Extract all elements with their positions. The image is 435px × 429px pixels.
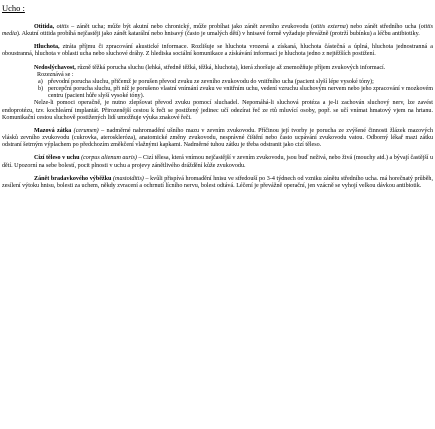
text-hluchota: ztráta příjmu či zpracování akustické informace. Rozlišuje se hluchota vrozená a získaná, hluchota částečná a úplná, hluchota jednostranná a oboustranná, hluchota v oblasti ucha nebo sluchové dráhy. Z hlediska sociální komunikace a získávání informací je hluchota jedno z nejtěžších postižení. xyxy=(2,44,433,58)
hearing-loss-list xyxy=(2,79,433,100)
term-nedoslychavost: Nedoslýchavost, xyxy=(34,64,76,71)
paragraph-mastoiditis xyxy=(2,176,433,190)
latin-corpus-alienum: (corpus alienum auris) xyxy=(81,155,137,162)
list-text-b: percepční porucha sluchu, při níž je porušeno vlastní vnímání zvuku ve vnitřním uchu, vedení vzruchu sluchovým nervem nebo jeho zpracování v mozkovém centru (pacient hůře slyší vysoké tóny). xyxy=(48,86,433,100)
text-cizi-teleso: – Cizí tělesa, která vnímou nejčastější v zevním zvukovodu, jsou buď neživá, nebo živá (mouchy atd.) a bývají častější u dětí. Upozorní na sebe bolestí, pocit plnosti v uchu a projevy zánětlivého dráždění kůže zvukovodu. xyxy=(2,155,433,169)
term-mazova-zatka: Mazová zátka xyxy=(34,127,72,134)
term-cizi-teleso: Cizí těleso v uchu xyxy=(34,155,80,162)
text-otitida-2: ) nebo zánět středního ucha ( xyxy=(345,24,421,30)
paragraph-otitida xyxy=(2,24,433,38)
latin-mastoiditis: (mastoiditis) xyxy=(113,175,144,182)
latin-otitis: otitis xyxy=(56,24,69,30)
term-mastoiditis: Zánět bradavkového výběžku xyxy=(34,175,112,182)
latin-cerumen: (cerumen) xyxy=(73,127,99,134)
list-item-a xyxy=(2,79,433,86)
text-mazova-zatka: – nadměrné nahromadění ušního mazu v zevním zvukovodu. Příčinou její tvorby je porucha ze zvýšené činnosti žlázek mazových vlásků zevního zvukovodu (cukrovka, ateroskleróza), anatomické změny zvukovodu, nesprávné čištění nebo často ucpávání zvukovodu vatou. Odborný lékař mazi zátku odstraní šetrným výplachem po předchozím změkčení vlažnými kapkami. Nadměrné tuhou zátku je třeba odstranit jako cizí těleso. xyxy=(2,127,434,149)
paragraph-nedoslychavost xyxy=(2,65,433,72)
rozeznava-label: Rozeznává se : xyxy=(37,71,74,78)
text-otitida-1: – zánět ucha; může být akutní nebo chronický, může probíhat jako zánět zevního zvukovodu ( xyxy=(68,24,313,30)
paragraph-hluchota xyxy=(2,44,433,58)
term-hluchota: Hluchota, xyxy=(34,44,60,51)
list-marker-b: b) xyxy=(38,86,44,93)
text-otitida-3: ). Akutní otitida probíhá nejčastěji jako zánět katarální nebo hnisavý (často je umalých dětí) v hnisavé formě vyžaduje převážně (protrží bubínku) a léčbu antibiotiky. xyxy=(16,31,420,38)
page-heading: Ucho : xyxy=(2,3,25,13)
term-otitida: Otitida, xyxy=(34,24,55,30)
text-mastoiditis: – kvůli přispívá hromadění hnisu ve středouší po 3-4 týdnech od vzniku zánětu středního ucha. má horečnatý průběh, zesílení výtoku hnisu, bolesti za uchem, někdy zvracení a ochrnutí lícního nervu, bolest odtává. Léčení je převážně operační, jen vzácně se vyhojí velkou dávkou antibiotik. xyxy=(2,175,433,189)
list-marker-a: a) xyxy=(38,78,43,85)
paragraph-cizi-teleso xyxy=(2,155,433,169)
paragraph-mazova-zatka xyxy=(2,128,433,149)
text-nedoslychavost: různě těžká porucha sluchu (lehká, středně těžká, těžká, hluchota), která zhoršuje až znemožňuje příjem zvukových informací. xyxy=(75,64,386,71)
list-item-b xyxy=(2,86,433,100)
latin-otitis-externa: otitis externa xyxy=(313,24,346,30)
latin-otitis-media: otitis media xyxy=(2,24,433,38)
list-text-a: převodní porucha sluchu, přičemž je porušen převod zvuku ze zevního zvukovodu do vnitřního ucha (pacient slyší lépe vysoké tóny); xyxy=(48,78,374,85)
paragraph-treatment: Nelze-li pomoci operačně, je nutno zlepšovat převod zvuku pomocí sluchadel. Nepomáhá-li sluchová protéza a je-li zachován sluchový nerv, lze zavést endoprotézu, tzv. kochleární implantát. Přirozenější cestou k řeči se postižený jedinec učí odezírat řeč ze rtů mluvící osoby, popř. se učí vnímat hmatový vjem na hrtanu. Komunikační cestou sluchově postižených lidí umožňuje výuka znakové řeči. xyxy=(2,100,433,121)
